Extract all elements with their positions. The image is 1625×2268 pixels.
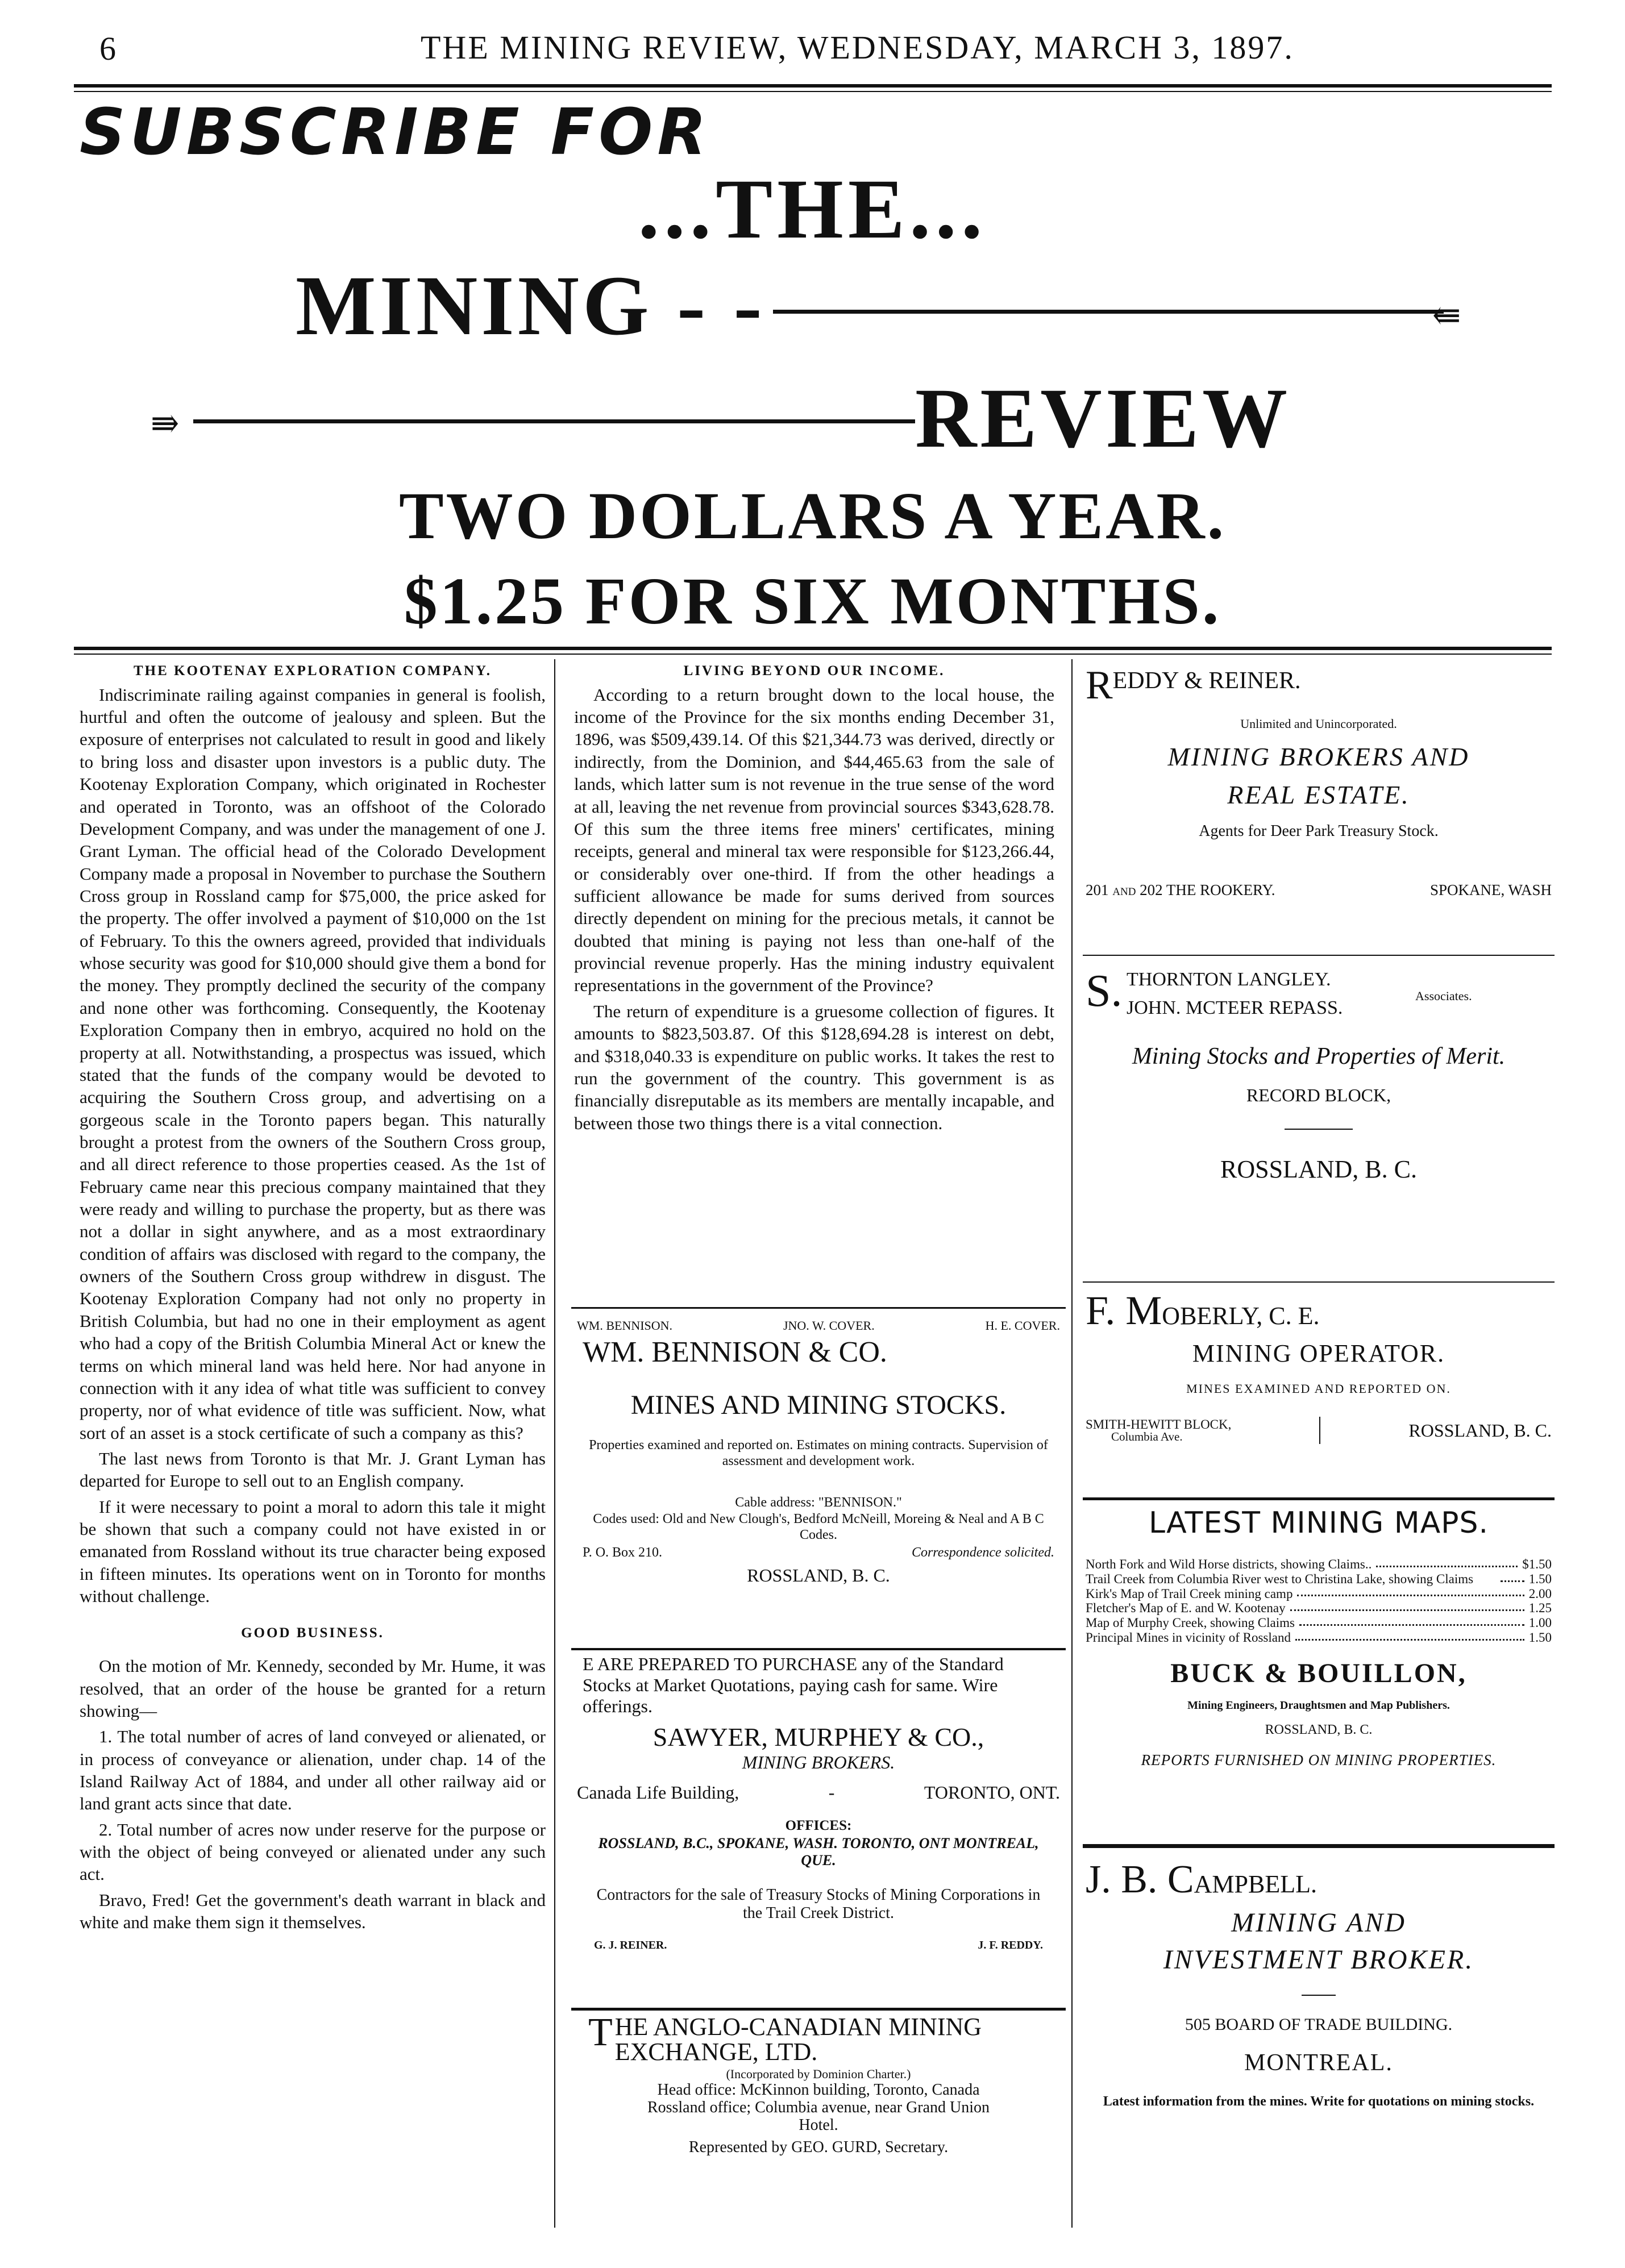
bennison-town: ROSSLAND, B. C. <box>747 1565 890 1586</box>
good-business-paragraph: On the motion of Mr. Kennedy, seconded by Mr. Hume, it was resolved, that an order of the house be granted for a return showing— <box>80 1656 546 1721</box>
sawyer-contractors: Contractors for the sale of Treasury Stocks of Mining Corporations in the Trail Creek District. <box>596 1886 1041 1922</box>
banner-the: ...THE... <box>638 162 987 256</box>
campbell-dropcap: J. B. C <box>1086 1858 1194 1901</box>
anglo-represented: Represented by GEO. GURD, Secretary. <box>688 2138 949 2157</box>
review-rule <box>193 419 915 423</box>
banner-bottom-rule-thin <box>74 654 1552 655</box>
langley-name-2: JOHN. MCTEER REPASS. <box>1127 997 1343 1018</box>
living-paragraph: According to a return brought down to the local house, the income of the Province for the six months ending December 31, 1896, was $509,439.14. Of this $21,344.73 was derived, directly or indirectly, from the Dominion, and $44,465.63 from the sale of lands, which latter sum is not revenue in the true sense of the word at all, leaving the net revenue from provincial sources $343,628.78. Of this sum the three items free miners' certificates, mining receipts, general and mineral tax were responsible for $123,266.44, or considerably over one-third. If from the other headings a sufficient allowance be made for sums derived from sources directly dependent on mining for the precious metals, it cannot be doubted that mining is paying not less than one-half of the provincial revenue properly. Has the mining industry equivalent representations in the government of the Province? <box>574 684 1054 996</box>
campbell-ad <box>1086 1857 1552 2110</box>
sawyer-sub: MINING BROKERS. <box>742 1752 895 1773</box>
moberly-dropcap: F. M <box>1086 1288 1162 1333</box>
moberly-title: MINING OPERATOR. <box>1192 1339 1445 1367</box>
anglo-dropcap: T <box>588 2011 613 2054</box>
map-item-price: 2.00 <box>1528 1586 1552 1601</box>
map-item-name: Map of Murphy Creek, showing Claims <box>1086 1616 1295 1630</box>
moberly-divider <box>1319 1417 1320 1444</box>
moberly-name: OBERLY, C. E. <box>1162 1302 1320 1330</box>
langley-slogan: Mining Stocks and Properties of Merit. <box>1132 1043 1506 1070</box>
ad-rule <box>571 1307 1066 1309</box>
header-rule <box>74 84 1552 88</box>
reddy-sub: Unlimited and Unincorporated. <box>1240 717 1397 731</box>
map-item-price: 1.50 <box>1528 1571 1552 1586</box>
anglo-incorporated: (Incorporated by Dominion Charter.) <box>726 2067 911 2081</box>
langley-block: RECORD BLOCK, <box>1246 1085 1391 1105</box>
banner-bottom-rule <box>74 647 1552 650</box>
newspaper-masthead: THE MINING REVIEW, WEDNESDAY, MARCH 3, 1897. <box>421 29 1294 66</box>
map-item-price: 1.25 <box>1528 1601 1552 1616</box>
anglo-head-office: Head office: McKinnon building, Toronto, Canada <box>657 2081 980 2099</box>
bennison-partner: WM. BENNISON. <box>577 1318 673 1333</box>
sawyer-offices-label: OFFICES: <box>785 1818 852 1834</box>
kootenay-heading: THE KOOTENAY EXPLORATION COMPANY. <box>133 663 492 679</box>
campbell-line2: INVESTMENT BROKER. <box>1163 1945 1474 1975</box>
campbell-address: 505 BOARD OF TRADE BUILDING. <box>1185 2015 1453 2034</box>
langley-associates: Associates. <box>1415 989 1472 1003</box>
ad-rule <box>571 2008 1066 2011</box>
column-kootenay <box>80 662 546 1934</box>
map-item-name: Kirk's Map of Trail Creek mining camp <box>1086 1586 1293 1601</box>
campbell-short-rule <box>1302 1995 1336 1996</box>
bennison-partner: JNO. W. COVER. <box>783 1318 875 1333</box>
reddy-address: 201 and 202 THE ROOKERY. <box>1086 881 1275 898</box>
map-item-name: North Fork and Wild Horse districts, showing Claims.. <box>1086 1557 1372 1571</box>
mining-maps-ad <box>1086 1506 1552 1769</box>
sawyer-offices: ROSSLAND, B.C., SPOKANE, WASH. TORONTO, ONT MONTREAL, QUE. <box>598 1835 1039 1869</box>
bennison-correspondence: Correspondence solicited. <box>911 1545 1054 1560</box>
reddy-city: SPOKANE, WASH <box>1429 881 1552 898</box>
bennison-firm-prefix: WM. <box>583 1336 645 1368</box>
living-paragraph: The return of expenditure is a gruesome collection of figures. It amounts to $823,503.87. Of this $128,694.28 is interest on debt, and $318,040.33 is expenditure on public works. It takes the rest to run the government of the country. This government is as financially disreputable as its members are mentally incapable, and between those two things there is a vital connection. <box>574 1001 1054 1133</box>
maps-title: LATEST MINING MAPS. <box>1148 1506 1489 1540</box>
campbell-name: AMPBELL. <box>1194 1870 1317 1898</box>
column-divider-2 <box>1071 659 1073 2228</box>
campbell-city: MONTREAL. <box>1244 2050 1393 2076</box>
column-divider-1 <box>554 659 555 2228</box>
kootenay-paragraph: If it were necessary to point a moral to adorn this tale it might be shown that such a company could not have existed in or emanated from Rossland without its true character being exposed in fifteen minutes. Its operations went on in Toronto for months without challenge. <box>80 1496 546 1607</box>
banner-mining: MINING - - <box>296 259 766 353</box>
sawyer-dash: - <box>828 1782 835 1803</box>
kootenay-paragraph: Indiscriminate railing against companies in general is foolish, hurtful and often the outcome of jealousy and spleen. But the exposure of enterprises not calculated to result in good and likely to bring loss and disaster upon investors is a public duty. The Kootenay Exploration Company, which originated in Rochester and operated in Toronto, was an offshoot of the Colorado Development Company, and was under the management of one J. Grant Lyman. The official head of the Colorado Development Company made a proposal in November to purchase the Southern Cross group in Rossland camp for $75,000, the price asked for the property. The offer involved a payment of $10,000 on the 1st of February. To this the owners agreed, provided that individuals whose security was good for $10,000 should give them a bond for the money. They promptly declined the security of the company and none other was forthcoming. Consequently, the Kootenay Exploration Company then in embryo, acquired no hold on the property at all. Notwithstanding, a prospectus was issued, which stated that the funds of the company would be devoted to acquiring the Southern Cross group, and advertising on a gorgeous scale in the Toronto papers began. This naturally brought a protest from the owners of the Southern Cross group, and all direct reference to those properties ceased. As the 1st of February came near this precious company maintained that they were ready and willing to purchase the property, but as there was not a dollar in sight anywhere, and as a most extraordinary condition of affairs was disclosed with regard to the company, the owners of the Southern Cross group withdrew in disgust. The Kootenay Exploration Company had not only no property in British Columbia, but had no one in their employment as agent who had a copy of the British Columbia Mineral Act or knew the terms on which mineral land was held here. Nor had anyone in connection with it any idea of what title was sufficient to convey property, nor of what evidence of title was sufficient. Now, what sort of an asset is a stock certificate of such a company as this? <box>80 684 546 1443</box>
ad-rule <box>1083 1497 1555 1500</box>
bennison-box: P. O. Box 210. <box>583 1545 663 1560</box>
sawyer-signatory: J. F. REDDY. <box>978 1938 1043 1951</box>
reddy-line1: MINING BROKERS AND <box>1167 742 1470 771</box>
good-business-heading: GOOD BUSINESS. <box>241 1625 384 1641</box>
ad-rule <box>571 1648 1066 1650</box>
map-item-name: Principal Mines in vicinity of Rossland <box>1086 1630 1291 1645</box>
reddy-agents: Agents for Deer Park Treasury Stock. <box>1199 822 1439 840</box>
bennison-firm-name: BENNISON & CO. <box>651 1336 887 1368</box>
bennison-cable: Cable address: "BENNISON." <box>735 1495 902 1510</box>
sawyer-building: Canada Life Building, <box>577 1782 739 1803</box>
sawyer-city: TORONTO, ONT. <box>924 1782 1060 1803</box>
moberly-avenue: Columbia Ave. <box>1111 1430 1183 1443</box>
mining-rule <box>773 310 1444 314</box>
ad-rule <box>1083 955 1555 956</box>
campbell-latest: Latest information from the mines. Write for quotations on mining stocks. <box>1103 2094 1535 2109</box>
bennison-desc: Properties examined and reported on. Estimates on mining contracts. Supervision of assessment and development work. <box>589 1438 1048 1468</box>
moberly-sub: MINES EXAMINED AND REPORTED ON. <box>1186 1381 1451 1396</box>
bennison-partner: H. E. COVER. <box>985 1318 1060 1333</box>
good-business-paragraph: 1. The total number of acres of land conveyed or alienated, or in process of conveyance or alienation, under chap. 14 of the Island Railway Act of 1884, and under all other railway aid or land grant acts since that date. <box>80 1726 546 1814</box>
reddy-reiner-ad <box>1086 662 1552 899</box>
anglo-rossland-office: Rossland office; Columbia avenue, near Grand Union Hotel. <box>647 2098 990 2134</box>
reddy-line2: REAL ESTATE. <box>1227 780 1410 809</box>
sawyer-murphey-ad <box>571 1654 1066 1952</box>
page-number: 6 <box>99 30 116 67</box>
moberly-ad <box>1086 1287 1552 1444</box>
bennison-codes: Codes used: Old and New Clough's, Bedford McNeill, Moreing & Neal and A B C Codes. <box>593 1512 1044 1542</box>
maps-firm-sub: Mining Engineers, Draughtsmen and Map Publishers. <box>1187 1699 1450 1712</box>
langley-ad <box>1086 963 1552 1184</box>
langley-dropcap: S. <box>1086 966 1123 1016</box>
good-business-paragraph: Bravo, Fred! Get the government's death warrant in black and white and make them sign it themselves. <box>80 1890 546 1933</box>
moberly-block: SMITH-HEWITT BLOCK, <box>1086 1417 1232 1431</box>
maps-reports: REPORTS FURNISHED ON MINING PROPERTIES. <box>1141 1751 1497 1768</box>
ad-rule <box>1083 1844 1555 1848</box>
map-item-price: $1.50 <box>1522 1557 1552 1571</box>
bennison-ad <box>571 1318 1066 1586</box>
banner-review: REVIEW <box>915 371 1291 465</box>
good-business-paragraph: 2. Total number of acres now under reserve for the purpose or with the object of being conveyed or alienated under any such act. <box>80 1819 546 1884</box>
ad-rule <box>1083 1281 1555 1283</box>
subscribe-heading: SUBSCRIBE FOR <box>80 95 711 169</box>
moberly-town: ROSSLAND, B. C. <box>1408 1420 1552 1441</box>
reddy-title: EDDY & REINER. <box>1112 668 1301 694</box>
anglo-canadian-ad <box>571 2011 1066 2157</box>
sawyer-signatory: G. J. REINER. <box>594 1938 667 1951</box>
maps-town: ROSSLAND, B. C. <box>1265 1722 1373 1737</box>
maps-firm: BUCK & BOUILLON, <box>1170 1658 1467 1688</box>
bennison-line: MINES AND MINING STOCKS. <box>630 1390 1007 1420</box>
map-item-name: Fletcher's Map of E. and W. Kootenay <box>1086 1601 1286 1616</box>
map-item-price: 1.50 <box>1528 1630 1552 1645</box>
living-heading: LIVING BEYOND OUR INCOME. <box>683 663 945 679</box>
price-per-year: TWO DOLLARS A YEAR. <box>398 478 1227 553</box>
price-six-months: $1.25 FOR SIX MONTHS. <box>404 564 1221 638</box>
reddy-dropcap: R <box>1086 663 1113 708</box>
map-item-price: 1.00 <box>1528 1616 1552 1630</box>
map-item-name: Trail Creek from Columbia River west to Christina Lake, showing Claims <box>1086 1571 1474 1586</box>
langley-town: ROSSLAND, B. C. <box>1220 1155 1417 1183</box>
campbell-line1: MINING AND <box>1231 1908 1406 1938</box>
anglo-title: HE ANGLO-CANADIAN MINING EXCHANGE, LTD. <box>614 2013 982 2066</box>
sawyer-intro: E ARE PREPARED TO PURCHASE any of the Standard Stocks at Market Quotations, paying cash for same. Wire offerings. <box>583 1654 1004 1716</box>
arrow-feather-left-icon: ⇛ <box>151 405 180 442</box>
arrow-feather-right-icon: ⇚ <box>1432 297 1461 334</box>
header-rule-thin <box>74 91 1552 92</box>
langley-short-rule <box>1285 1129 1353 1130</box>
langley-name-1: THORNTON LANGLEY. <box>1127 969 1331 990</box>
sawyer-firm: SAWYER, MURPHEY & CO., <box>653 1722 984 1752</box>
column-living-beyond <box>574 662 1054 1134</box>
kootenay-paragraph: The last news from Toronto is that Mr. J. Grant Lyman has departed for Europe to sell out to an English company. <box>80 1448 546 1491</box>
